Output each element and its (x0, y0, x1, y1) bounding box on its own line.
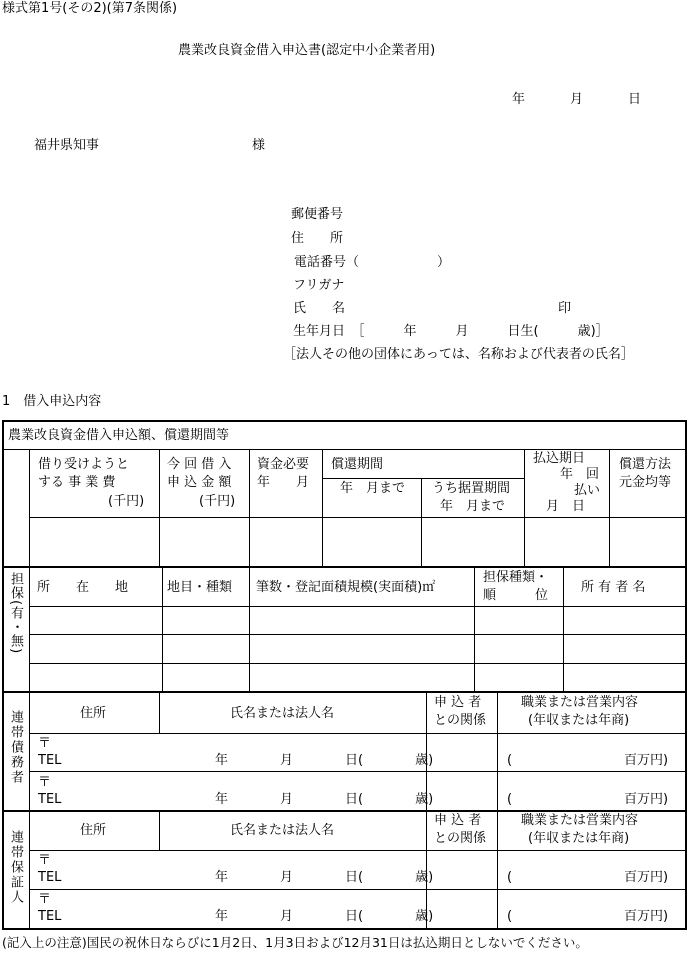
applicant-postal-label: 郵便番号 (291, 207, 344, 222)
applicant-note: ［法人その他の団体にあっては、名称および代表者の氏名］ (283, 347, 634, 362)
applicant-address-label: 住 所 (291, 231, 344, 246)
debtor-row2-income-open: ( (507, 792, 513, 807)
collateral-col-land-type: 地目・種類 (167, 580, 233, 595)
addressee-honorific: 様 (252, 138, 266, 153)
guarantor-row2-income-close: 百万円) (624, 909, 669, 924)
guarantor-side-label: 連帯保証人 (8, 830, 23, 905)
guarantor-row1-birth: 年 月 日( 歳) (215, 870, 434, 885)
loan-col-amount-2: 申 込 金 額 (167, 475, 232, 490)
rule (159, 449, 160, 566)
rule (426, 691, 427, 929)
loan-col-project-cost-1: 借り受けようと (38, 457, 130, 472)
applicant-phone-label: 電話番号（ ） (294, 255, 451, 270)
collateral-col-location: 所 在 地 (37, 580, 129, 595)
loan-col-method: 償還方法 (619, 457, 672, 472)
applicant-furigana-label: フリガナ (293, 278, 345, 293)
loan-col-payment-date: 払込期日 (533, 451, 586, 466)
rule (159, 810, 160, 850)
guarantor-row2-birth: 年 月 日( 歳) (215, 909, 434, 924)
debtor-row2-postal: 〒 (38, 775, 52, 790)
form-number: 様式第1号(その2)(第7条関係) (2, 1, 178, 16)
form-title: 農業改良資金借入申込書(認定中小企業者用) (178, 43, 436, 58)
seal-mark: 印 (558, 301, 572, 316)
guarantor-col-name: 氏名または法人名 (230, 823, 335, 838)
rule (162, 566, 163, 691)
debtor-col-address: 住所 (80, 706, 107, 721)
rule (563, 566, 564, 691)
collateral-col-type-2: 順 位 (483, 588, 549, 603)
debtor-row1-postal: 〒 (38, 736, 52, 751)
rule (29, 733, 686, 734)
loan-col-repayment-period: 償還期間 (331, 457, 384, 472)
loan-col-repayment-until: 年 月まで (340, 481, 406, 496)
rule (474, 566, 475, 691)
debtor-row1-birth: 年 月 日( 歳) (215, 753, 434, 768)
date-month: 月 (570, 92, 584, 107)
rule (29, 663, 686, 664)
debtor-row2-birth: 年 月 日( 歳) (215, 792, 434, 807)
loan-header: 農業改良資金借入申込額、償還期間等 (8, 428, 230, 443)
date-day: 日 (628, 92, 642, 107)
loan-col-need-2: 年 月 (257, 475, 310, 490)
loan-col-payment-monthday: 月 日 (546, 499, 586, 514)
loan-col-amount-unit: (千円) (199, 494, 236, 509)
loan-col-payment-pay: 払い (574, 483, 601, 498)
loan-col-grace-until: 年 月まで (440, 499, 506, 514)
rule (249, 449, 250, 566)
debtor-row1-income-close: 百万円) (624, 753, 669, 768)
guarantor-row1-postal: 〒 (38, 853, 52, 868)
guarantor-row2-tel: TEL (38, 909, 62, 924)
rule (322, 449, 323, 566)
collateral-side-label: 担保(有・無) (8, 572, 23, 655)
debtor-col-name: 氏名または法人名 (230, 706, 335, 721)
collateral-col-owner: 所 有 者 名 (581, 580, 646, 595)
date-year: 年 (512, 92, 526, 107)
rule (322, 478, 524, 479)
debtor-row1-tel: TEL (38, 753, 62, 768)
debtor-col-occupation-2: (年収または年商) (528, 713, 630, 728)
loan-col-method-value: 元金均等 (619, 475, 672, 490)
section-heading: 1 借入申込内容 (2, 394, 102, 409)
debtor-col-occupation-1: 職業または営業内容 (521, 695, 639, 710)
guarantor-row2-income-open: ( (507, 909, 513, 924)
guarantor-row1-tel: TEL (38, 870, 62, 885)
rule (29, 517, 686, 518)
rule (159, 691, 160, 733)
rule (3, 810, 686, 812)
addressee-name: 福井県知事 (34, 138, 100, 153)
loan-col-payment-times: 年 回 (560, 467, 600, 482)
rule (421, 478, 422, 566)
rule (524, 449, 525, 566)
rule (29, 889, 686, 890)
applicant-birth-label: 生年月日 ［ 年 月 日生( 歳)］ (293, 324, 609, 339)
debtor-side-label: 連帯債務者 (8, 710, 23, 785)
guarantor-row1-income-open: ( (507, 870, 513, 885)
rule (609, 449, 610, 566)
debtor-col-relation-1: 申 込 者 (434, 695, 482, 710)
collateral-col-area: 筆数・登記面積規模(実面積)㎡ (256, 580, 436, 595)
loan-col-grace-period: うち据置期間 (432, 481, 511, 496)
debtor-col-relation-2: との関係 (434, 713, 487, 728)
rule (29, 850, 686, 851)
rule (497, 691, 498, 929)
debtor-row2-tel: TEL (38, 792, 62, 807)
guarantor-col-occupation-1: 職業または営業内容 (521, 813, 639, 828)
guarantor-col-address: 住所 (80, 823, 107, 838)
guarantor-row2-postal: 〒 (38, 892, 52, 907)
footnote: (記入上の注意)国民の祝休日ならびに1月2日、1月3日および12月31日は払込期日としないでください。 (2, 935, 588, 950)
rule (3, 691, 686, 693)
guarantor-col-occupation-2: (年収または年商) (528, 831, 630, 846)
rule (29, 634, 686, 635)
loan-col-project-cost-2: する 事 業 費 (38, 475, 116, 490)
rule (29, 606, 686, 607)
rule (29, 449, 30, 929)
loan-col-project-cost-unit: (千円) (108, 494, 145, 509)
collateral-col-type-1: 担保種類・ (483, 570, 549, 585)
rule (3, 566, 686, 568)
loan-col-need-1: 資金必要 (257, 457, 310, 472)
loan-col-amount-1: 今 回 借 入 (167, 457, 232, 472)
applicant-name-label: 氏 名 (293, 301, 346, 316)
guarantor-col-relation-2: との関係 (434, 831, 487, 846)
rule (3, 449, 686, 450)
rule (29, 771, 686, 772)
guarantor-row1-income-close: 百万円) (624, 870, 669, 885)
debtor-row2-income-close: 百万円) (624, 792, 669, 807)
rule (249, 566, 250, 691)
guarantor-col-relation-1: 申 込 者 (434, 813, 482, 828)
debtor-row1-income-open: ( (507, 753, 513, 768)
